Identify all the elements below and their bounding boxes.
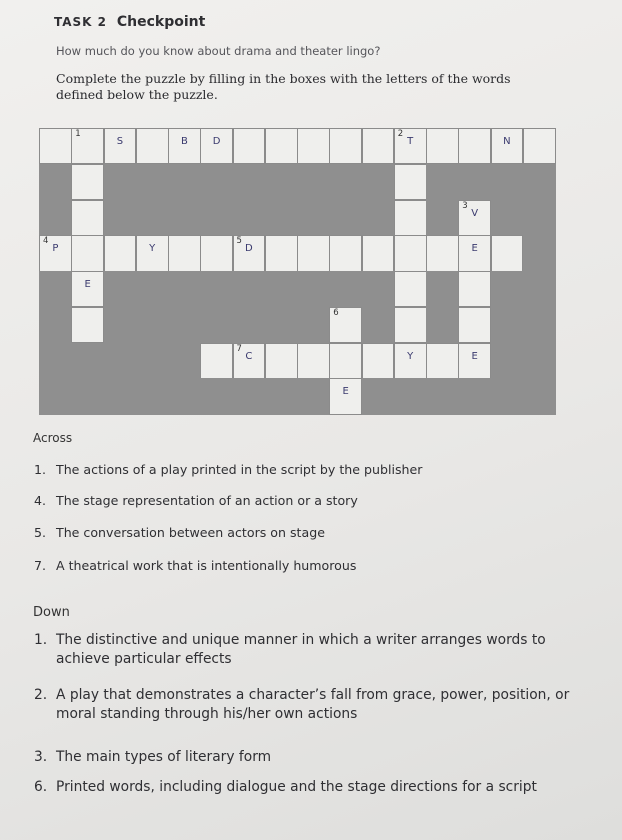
blocked-cell [136, 378, 169, 414]
answer-cell[interactable] [136, 128, 169, 164]
answer-cell[interactable] [200, 343, 233, 379]
clue-text: Printed words, including dialogue and the stage directions for a script [56, 779, 537, 795]
answer-cell[interactable] [200, 235, 233, 271]
clue-number: 1. [34, 632, 48, 648]
filled-letter: Y [149, 243, 156, 255]
blocked-cell [265, 200, 298, 236]
answer-cell[interactable] [394, 235, 427, 271]
blocked-cell [491, 307, 524, 343]
filled-letter: E [471, 350, 478, 362]
answer-cell[interactable] [458, 307, 491, 343]
blocked-cell [265, 164, 298, 200]
blocked-cell [104, 271, 137, 307]
blocked-cell [168, 343, 201, 379]
clue-number-label: 6 [333, 307, 339, 318]
blocked-cell [168, 271, 201, 307]
intro-question: How much do you know about drama and theater lingo? [56, 44, 381, 58]
blocked-cell [297, 307, 330, 343]
answer-cell[interactable] [491, 235, 524, 271]
answer-cell[interactable] [200, 128, 233, 164]
blocked-cell [104, 378, 137, 414]
answer-cell[interactable] [394, 343, 427, 379]
blocked-cell [362, 307, 395, 343]
answer-cell[interactable] [362, 343, 395, 379]
blocked-cell [426, 378, 459, 414]
filled-letter: P [52, 243, 59, 255]
answer-cell[interactable] [458, 343, 491, 379]
blocked-cell [426, 271, 459, 307]
blocked-cell [233, 271, 266, 307]
filled-letter: T [407, 136, 414, 147]
task-title: Checkpoint [116, 14, 206, 30]
blocked-cell [297, 164, 330, 200]
blocked-cell [104, 200, 137, 236]
task-heading [54, 14, 205, 30]
blocked-cell [200, 378, 233, 414]
blocked-cell [362, 200, 395, 236]
task-label: TASK 2 [54, 15, 108, 29]
answer-cell[interactable] [265, 128, 298, 164]
clue-number-label: 3 [462, 200, 468, 211]
blocked-cell [200, 200, 233, 236]
blocked-cell [136, 343, 169, 379]
blocked-cell [329, 200, 362, 236]
blocked-cell [491, 164, 524, 200]
clue-number-label: 5 [236, 236, 242, 247]
answer-cell[interactable] [394, 200, 427, 236]
answer-cell[interactable] [297, 343, 330, 379]
blocked-cell [297, 271, 330, 307]
clue-number: 4. [34, 493, 47, 508]
answer-cell[interactable] [297, 235, 330, 271]
blocked-cell [297, 200, 330, 236]
answer-cell[interactable] [297, 128, 330, 164]
blocked-cell [200, 307, 233, 343]
clue-number-label: 2 [397, 129, 404, 139]
clue-text: The distinctive and unique manner in which a writer arranges words to achieve particular effects [56, 632, 546, 667]
blocked-cell [39, 378, 72, 414]
clue-item [34, 523, 574, 542]
blocked-cell [233, 164, 266, 200]
answer-cell[interactable] [233, 128, 266, 164]
answer-cell[interactable] [71, 271, 104, 307]
blocked-cell [233, 200, 266, 236]
answer-cell[interactable] [168, 235, 201, 271]
blocked-cell [523, 235, 556, 271]
blocked-cell [523, 164, 556, 200]
blocked-cell [200, 164, 233, 200]
blocked-cell [168, 200, 201, 236]
answer-cell[interactable] [426, 235, 459, 271]
blocked-cell [136, 307, 169, 343]
blocked-cell [39, 271, 72, 307]
blocked-cell [491, 200, 524, 236]
blocked-cell [394, 378, 427, 414]
blocked-cell [523, 271, 556, 307]
answer-cell[interactable] [362, 128, 395, 164]
clue-item [34, 778, 574, 797]
clue-text: The conversation between actors on stage [56, 525, 325, 540]
clue-text: A play that demonstrates a character’s fall from grace, power, position, or moral standing through his/her own actions [56, 687, 570, 722]
clue-text: The actions of a play printed in the script by the publisher [56, 462, 423, 477]
answer-cell[interactable] [394, 271, 427, 307]
answer-cell[interactable] [233, 235, 266, 271]
blocked-cell [168, 307, 201, 343]
answer-cell[interactable] [71, 128, 104, 164]
blocked-cell [329, 164, 362, 200]
blocked-cell [104, 307, 137, 343]
blocked-cell [39, 307, 72, 343]
blocked-cell [523, 378, 556, 414]
answer-cell[interactable] [329, 378, 362, 414]
answer-cell[interactable] [394, 128, 427, 164]
blocked-cell [426, 164, 459, 200]
answer-cell[interactable] [329, 307, 362, 343]
clue-item [34, 460, 574, 479]
answer-cell[interactable] [39, 128, 72, 164]
blocked-cell [297, 378, 330, 414]
clue-text: The stage representation of an action or a story [56, 493, 358, 508]
answer-cell[interactable] [394, 164, 427, 200]
blocked-cell [71, 343, 104, 379]
clue-number: 6. [34, 779, 48, 795]
answer-cell[interactable] [458, 271, 491, 307]
filled-letter: V [471, 207, 479, 219]
filled-letter: B [180, 136, 188, 147]
clue-item [34, 491, 574, 510]
instructions: Complete the puzzle by filling in the boxes with the letters of the words defined below the puzzle. [56, 71, 511, 102]
filled-letter: E [342, 386, 349, 398]
blocked-cell [458, 378, 491, 414]
answer-cell[interactable] [426, 343, 459, 379]
filled-letter: Y [407, 350, 414, 362]
blocked-cell [136, 164, 169, 200]
answer-cell[interactable] [426, 128, 459, 164]
across-heading: Across [33, 431, 73, 445]
blocked-cell [362, 271, 395, 307]
filled-letter: E [84, 279, 91, 290]
blocked-cell [523, 200, 556, 236]
answer-cell[interactable] [104, 128, 137, 164]
blocked-cell [233, 307, 266, 343]
clue-item [34, 556, 574, 575]
clue-text: The main types of literary form [56, 749, 272, 765]
filled-letter: C [245, 350, 253, 362]
clue-text: A theatrical work that is intentionally humorous [56, 558, 357, 573]
answer-cell[interactable] [233, 343, 266, 379]
blocked-cell [362, 164, 395, 200]
blocked-cell [491, 271, 524, 307]
clue-item [34, 631, 574, 669]
answer-cell[interactable] [71, 200, 104, 236]
crossword-grid [39, 128, 555, 414]
blocked-cell [491, 343, 524, 379]
blocked-cell [523, 343, 556, 379]
clue-number: 2. [34, 687, 48, 703]
answer-cell[interactable] [523, 128, 556, 164]
blocked-cell [265, 307, 298, 343]
clue-item [34, 686, 574, 724]
filled-letter: D [245, 243, 253, 255]
filled-letter: S [116, 136, 124, 147]
answer-cell[interactable] [136, 235, 169, 271]
answer-cell[interactable] [458, 200, 491, 236]
clue-item [34, 748, 574, 767]
blocked-cell [233, 378, 266, 414]
blocked-cell [39, 343, 72, 379]
filled-letter: E [471, 243, 478, 255]
blocked-cell [136, 271, 169, 307]
answer-cell[interactable] [394, 307, 427, 343]
clue-number-label: 1 [75, 129, 81, 139]
blocked-cell [265, 271, 298, 307]
answer-cell[interactable] [71, 235, 104, 271]
answer-cell[interactable] [329, 128, 362, 164]
answer-cell[interactable] [265, 235, 298, 271]
blocked-cell [39, 164, 72, 200]
answer-cell[interactable] [491, 128, 524, 164]
blocked-cell [136, 200, 169, 236]
blocked-cell [200, 271, 233, 307]
filled-letter: N [503, 136, 511, 147]
blocked-cell [426, 307, 459, 343]
answer-cell[interactable] [104, 235, 137, 271]
answer-cell[interactable] [329, 343, 362, 379]
blocked-cell [426, 200, 459, 236]
blocked-cell [168, 164, 201, 200]
answer-cell[interactable] [39, 235, 72, 271]
answer-cell[interactable] [71, 164, 104, 200]
blocked-cell [39, 200, 72, 236]
clue-number: 5. [34, 525, 47, 540]
clue-number: 3. [34, 749, 48, 765]
blocked-cell [104, 343, 137, 379]
blocked-cell [168, 378, 201, 414]
clue-number-label: 7 [236, 343, 242, 354]
blocked-cell [458, 164, 491, 200]
filled-letter: D [212, 136, 221, 147]
blocked-cell [329, 271, 362, 307]
blocked-cell [491, 378, 524, 414]
blocked-cell [71, 378, 104, 414]
answer-cell[interactable] [458, 128, 491, 164]
blocked-cell [265, 378, 298, 414]
answer-cell[interactable] [168, 128, 201, 164]
blocked-cell [104, 164, 137, 200]
answer-cell[interactable] [265, 343, 298, 379]
answer-cell[interactable] [329, 235, 362, 271]
clue-number: 1. [34, 462, 47, 477]
blocked-cell [523, 307, 556, 343]
answer-cell[interactable] [458, 235, 491, 271]
answer-cell[interactable] [71, 307, 104, 343]
clue-number: 7. [34, 558, 47, 573]
down-heading: Down [33, 605, 70, 620]
answer-cell[interactable] [362, 235, 395, 271]
clue-number-label: 4 [43, 236, 49, 247]
blocked-cell [362, 378, 395, 414]
